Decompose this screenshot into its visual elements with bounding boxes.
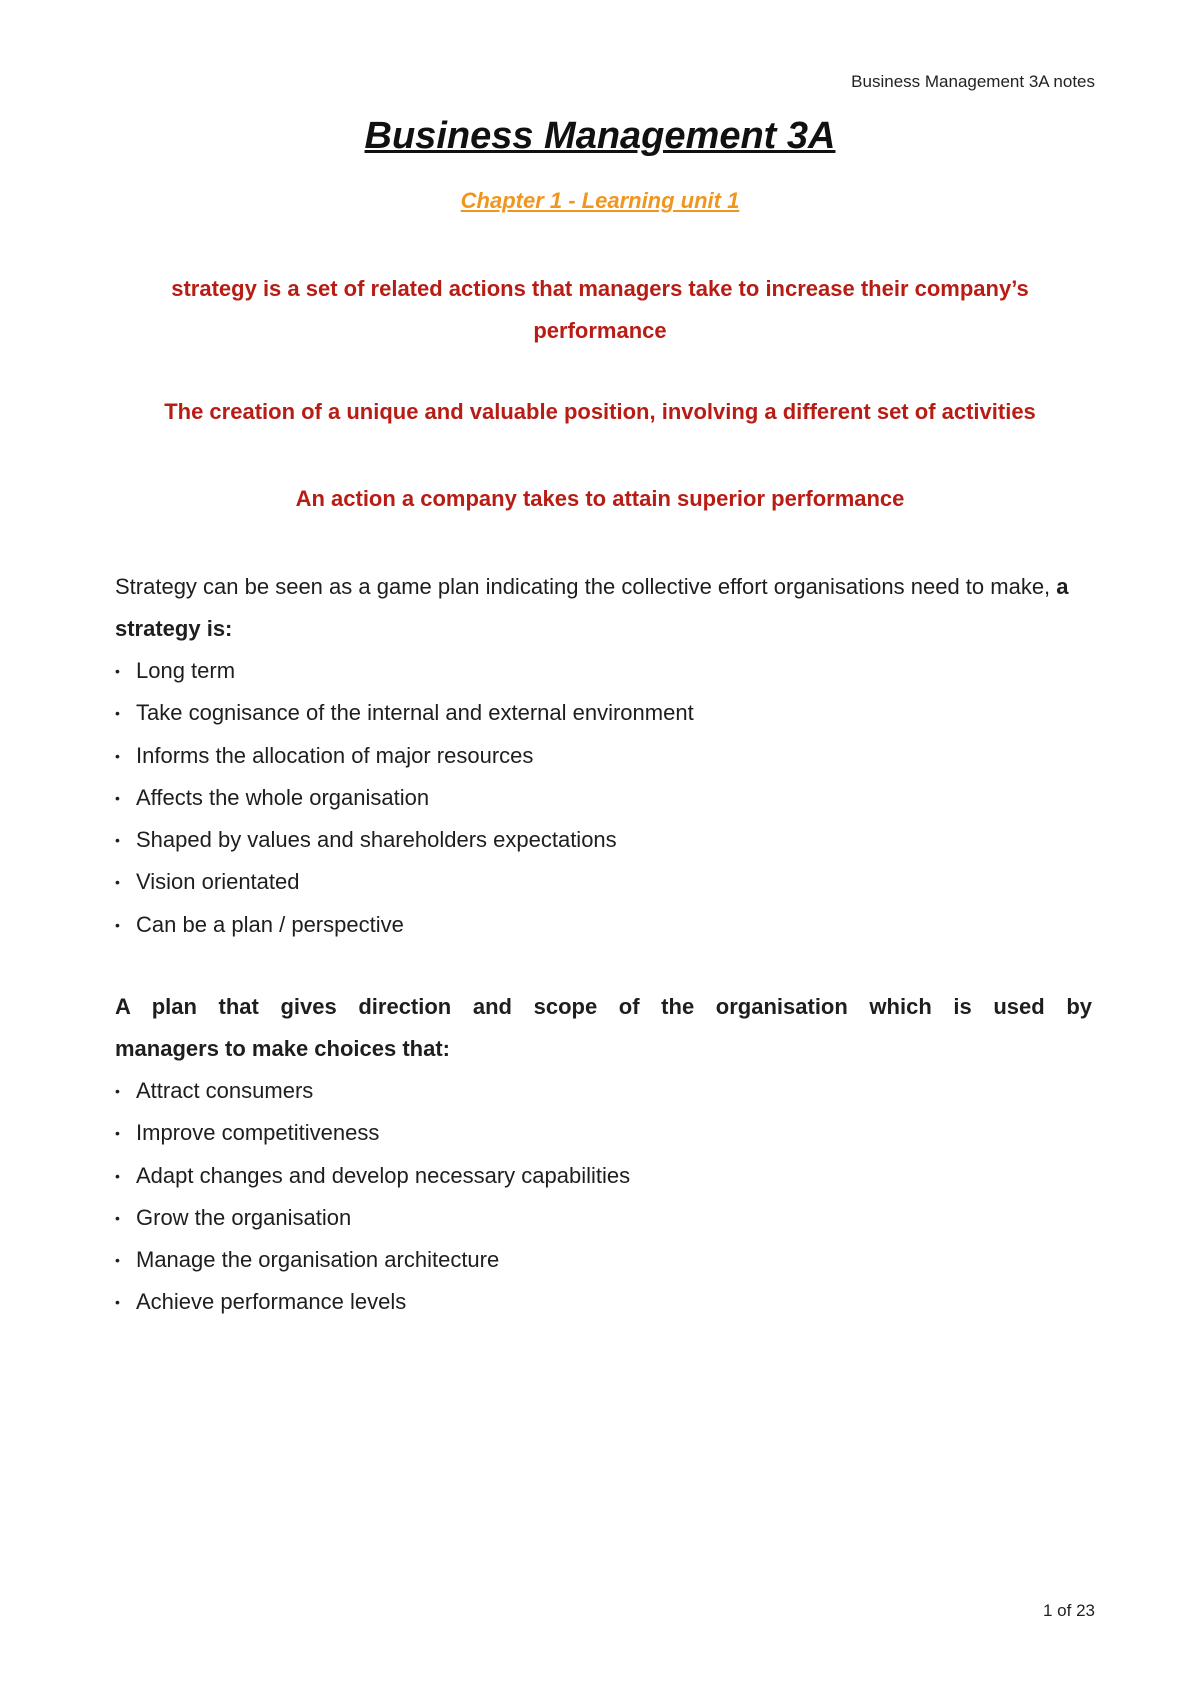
list-item: [115, 1281, 630, 1323]
list-item: [115, 861, 694, 903]
bullet-icon: •: [115, 1083, 120, 1099]
document-title: Business Management 3A: [364, 115, 836, 157]
bullet-icon: •: [115, 1125, 120, 1142]
definition-2: The creation of a unique and valuable position, involving a different set of activities: [164, 399, 1036, 424]
list-item-text: Shaped by values and shareholders expectations: [136, 827, 617, 853]
strategy-intro-bold: a strategy is:: [115, 574, 1069, 641]
running-header: Business Management 3A notes: [851, 72, 1095, 91]
list-item-text: Improve competitiveness: [136, 1120, 380, 1146]
list-item: [115, 1112, 630, 1154]
list-item-text: Manage the organisation architecture: [136, 1247, 500, 1273]
list-item-text: Affects the whole organisation: [136, 784, 430, 810]
list-item: [115, 1155, 630, 1197]
definition-3: An action a company takes to attain superior performance: [295, 486, 905, 511]
bullet-icon: •: [115, 1294, 120, 1311]
strategy-intro-text: Strategy can be seen as a game plan indicating the collective effort organisations need to make,: [115, 574, 1057, 599]
bullet-icon: •: [115, 916, 120, 933]
strategy-intro-paragraph: [115, 566, 1092, 650]
bullet-icon: •: [115, 789, 120, 806]
chapter-subtitle: Chapter 1 - Learning unit 1: [460, 188, 740, 213]
list-item-text: Adapt changes and develop necessary capabilities: [136, 1162, 631, 1188]
strategy-traits-list: [115, 650, 694, 946]
list-item: [115, 735, 694, 777]
list-item: [115, 650, 694, 692]
list-item-text: Long term: [136, 658, 236, 683]
list-item: [115, 904, 694, 946]
plan-choices-list: [115, 1070, 630, 1324]
definition-1: strategy is a set of related actions that managers take to increase their company’s performance: [171, 276, 1029, 343]
bullet-icon: •: [115, 747, 120, 764]
list-item-text: Attract consumers: [136, 1078, 314, 1103]
plan-intro-line-2: managers to make choices that:: [115, 1036, 451, 1061]
bullet-icon: •: [115, 663, 120, 679]
list-item: [115, 1239, 630, 1281]
page-number: 1 of 23: [1043, 1601, 1095, 1620]
list-item: [115, 777, 694, 819]
list-item-text: Take cognisance of the internal and external environment: [136, 700, 694, 726]
list-item-text: Vision orientated: [136, 869, 300, 895]
bullet-icon: •: [115, 1209, 120, 1226]
bullet-icon: •: [115, 874, 120, 891]
list-item: [115, 1197, 630, 1239]
plan-intro-line-1: A plan that gives direction and scope of the organisation which is used by: [115, 994, 1092, 1019]
bullet-icon: •: [115, 705, 120, 722]
list-item: [115, 1070, 630, 1112]
list-item: [115, 819, 694, 861]
bullet-icon: •: [115, 1252, 120, 1269]
list-item-text: Can be a plan / perspective: [136, 911, 404, 937]
list-item-text: Achieve performance levels: [136, 1289, 407, 1315]
list-item: [115, 692, 694, 734]
bullet-icon: •: [115, 832, 120, 849]
list-item-text: Informs the allocation of major resources: [136, 742, 534, 768]
bullet-icon: •: [115, 1167, 120, 1184]
list-item-text: Grow the organisation: [136, 1204, 352, 1230]
plan-intro-paragraph: [115, 986, 1092, 1070]
